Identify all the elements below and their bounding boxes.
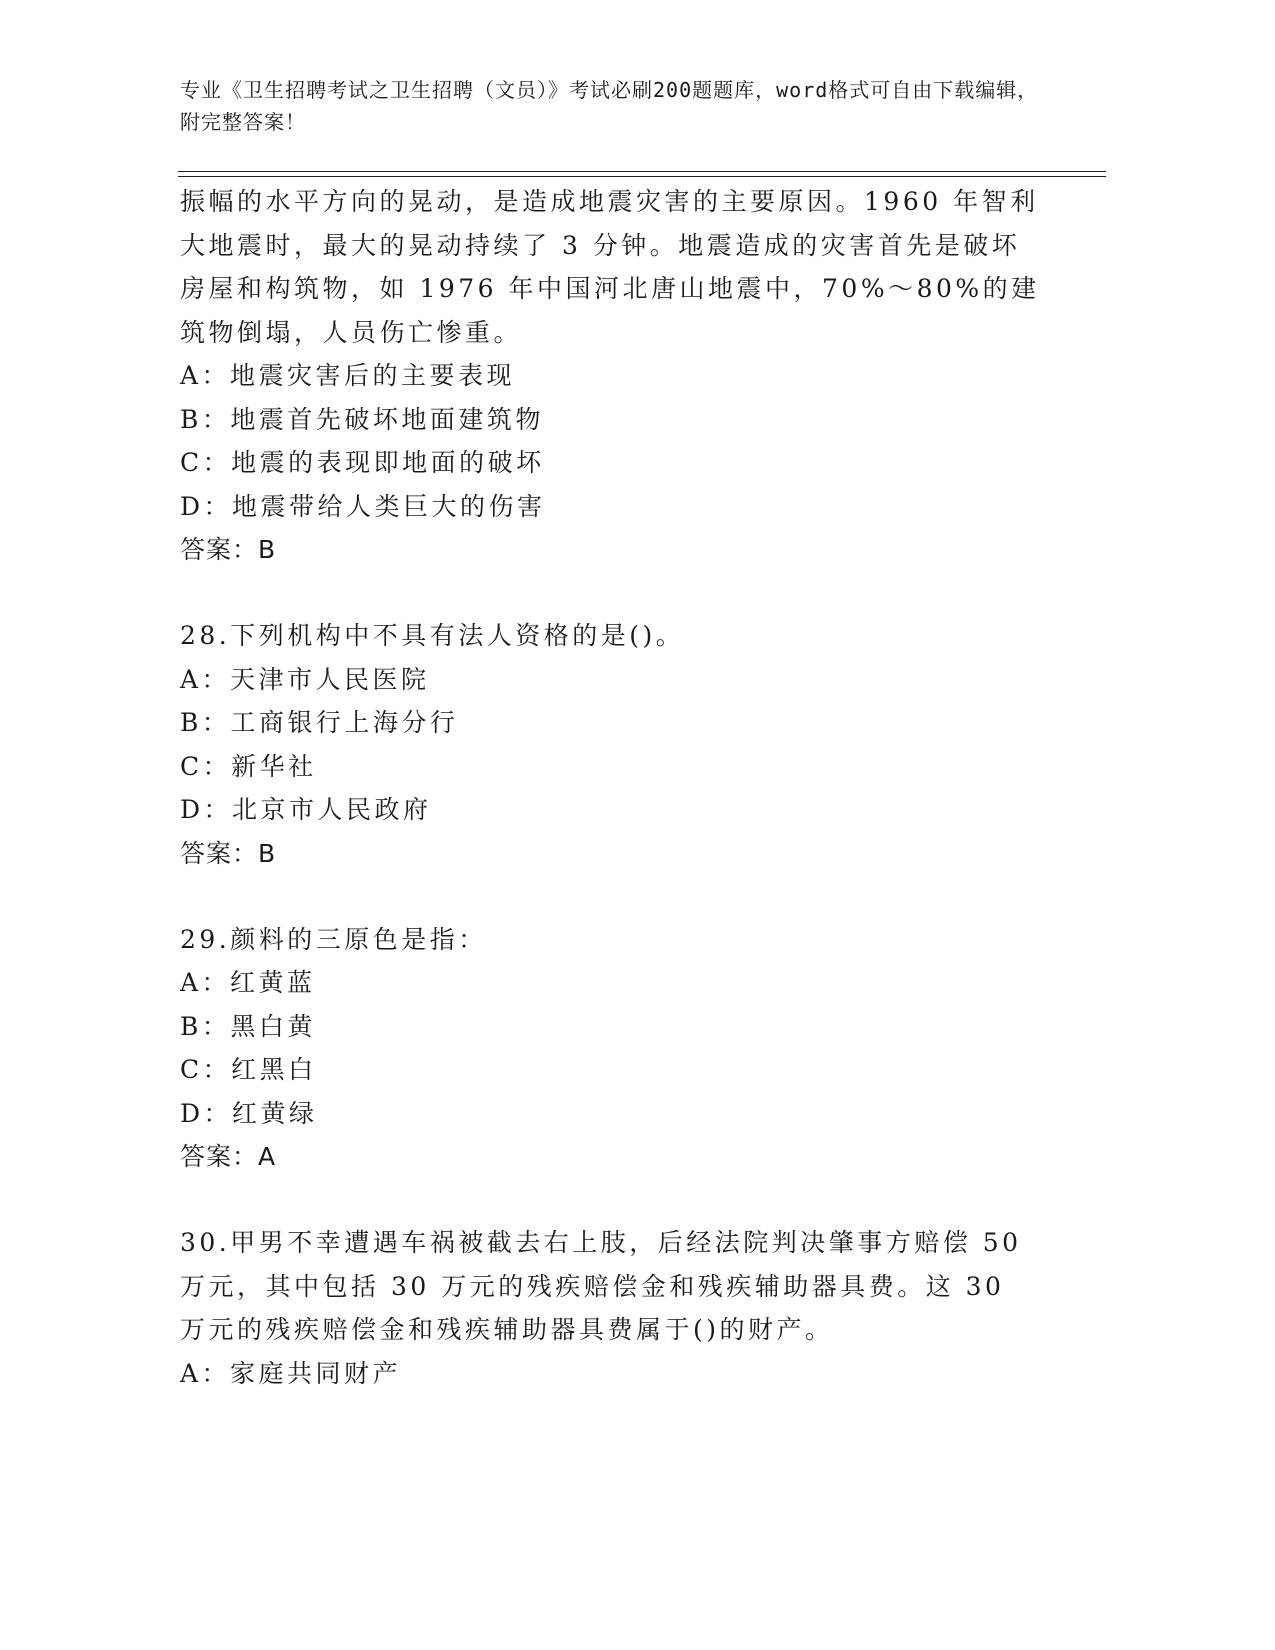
option-a: A：家庭共同财产: [180, 1358, 402, 1388]
document-body: [180, 180, 1040, 1395]
question-text: 29.颜料的三原色是指：: [180, 924, 487, 954]
document-header: 专业《卫生招聘考试之卫生招聘（文员）》考试必刷200题题库，word格式可自由下载编辑，附完整答案！: [180, 78, 1039, 134]
header-divider-bottom: [178, 176, 1106, 177]
option-b: B：工商银行上海分行: [180, 708, 459, 737]
question-text: 30.甲男不幸遭遇车祸被截去右上肢，后经法院判决肇事方赔偿 50 万元，其中包括 30 万元的残疾赔偿金和残疾辅助器具费。这 30 万元的残疾赔偿金和残疾辅助器具费属于()的财产。: [180, 1228, 1022, 1344]
answer: 答案：B: [180, 535, 277, 564]
option-d: D：北京市人民政府: [180, 795, 432, 824]
answer: 答案：A: [180, 1142, 277, 1171]
question-text: 28.下列机构中不具有法人资格的是()。: [180, 621, 685, 650]
option-c: C：地震的表现即地面的破坏: [180, 448, 545, 477]
question-28: [180, 614, 1040, 876]
option-a: A：天津市人民医院: [180, 664, 430, 694]
answer: 答案：B: [180, 838, 277, 868]
option-c: C：新华社: [180, 751, 317, 781]
option-b: B：黑白黄: [180, 1011, 316, 1041]
question-passage: 振幅的水平方向的晃动，是造成地震灾害的主要原因。1960 年智利大地震时，最大的晃动持续了 3 分钟。地震造成的灾害首先是破坏房屋和构筑物，如 1976 年中国河北唐山地震中，70%～80%的建筑物倒塌，人员伤亡惨重。: [180, 187, 1040, 347]
option-a: A：红黄蓝: [180, 968, 316, 997]
option-d: D：地震带给人类巨大的伤害: [180, 491, 546, 521]
question-30: [180, 1221, 1040, 1395]
question-29: [180, 918, 1040, 1180]
option-c: C：红黑白: [180, 1055, 317, 1084]
header-divider-top: [178, 171, 1106, 172]
question-27: [180, 180, 1040, 572]
option-d: D：红黄绿: [180, 1098, 318, 1128]
option-b: B：地震首先破坏地面建筑物: [180, 404, 544, 434]
option-a: A：地震灾害后的主要表现: [180, 361, 516, 390]
